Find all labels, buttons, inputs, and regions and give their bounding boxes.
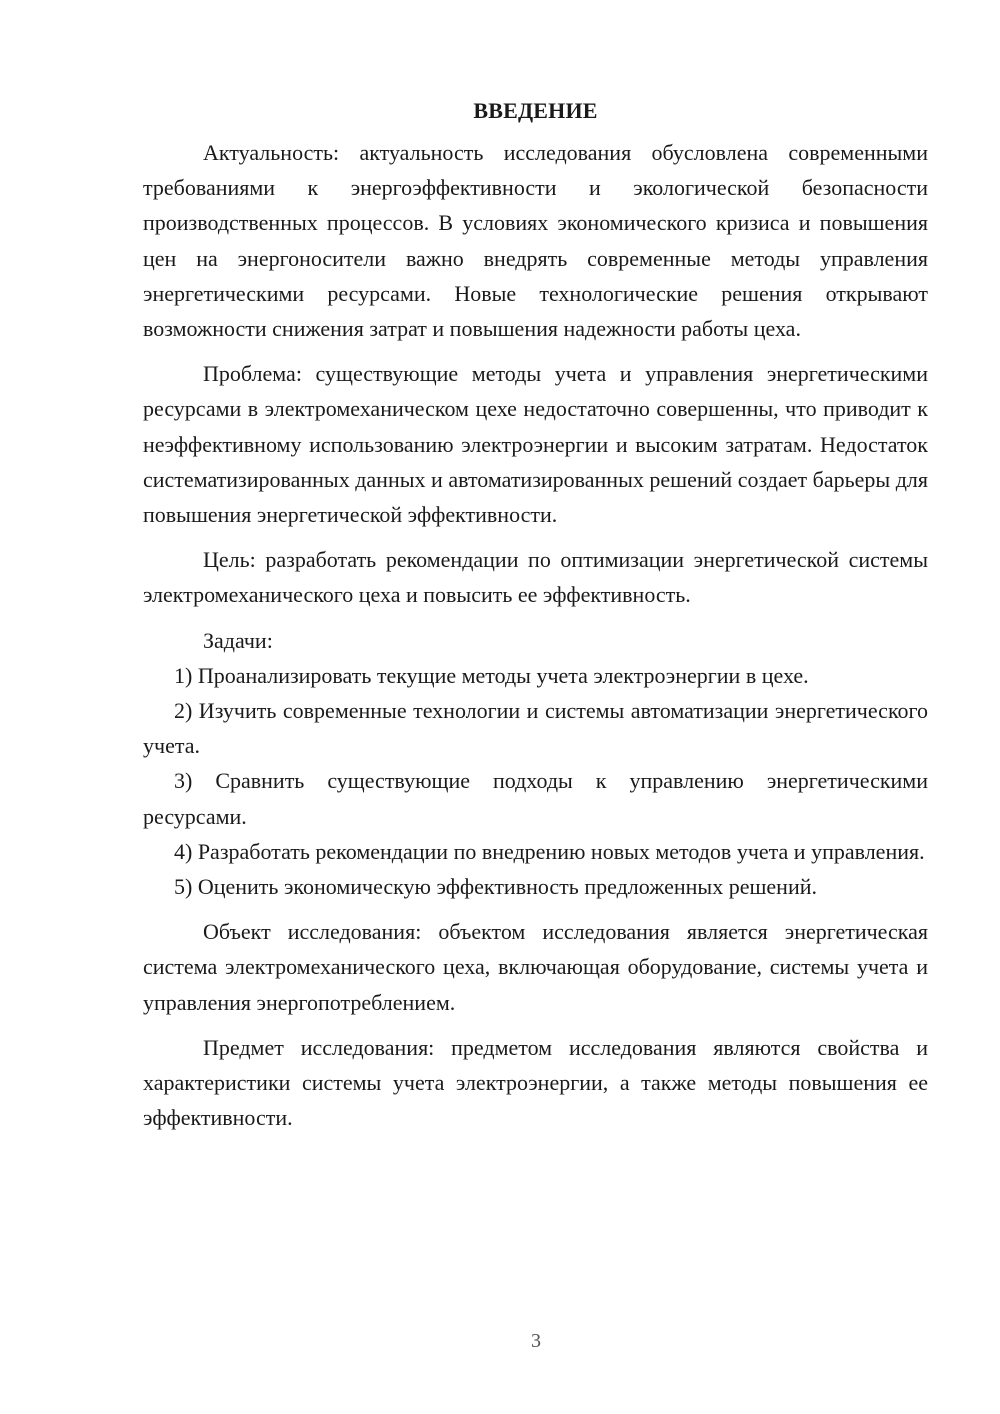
goal-paragraph: Цель: разработать рекомендации по оптимизации энергетической системы электромеханического цеха и повысить ее эффективность. <box>143 547 928 608</box>
task-item-3: 3) Сравнить существующие подходы к управлению энергетическими ресурсами. <box>143 768 928 829</box>
task-item-1: 1) Проанализировать текущие методы учета электроэнергии в цехе. <box>174 662 809 688</box>
object-paragraph: Объект исследования: объектом исследования является энергетическая система электромеханического цеха, включающая оборудование, системы учета и управления энергопотреблением. <box>143 919 928 1015</box>
tasks-label: Задачи: <box>203 627 273 653</box>
section-heading: ВВЕДЕНИЕ <box>473 98 598 123</box>
document-page <box>143 93 928 1135</box>
task-item-4: 4) Разработать рекомендации по внедрению новых методов учета и управления. <box>174 838 925 864</box>
relevance-paragraph: Актуальность: актуальность исследования обусловлена современными требованиями к энергоэффективности и экологической безопасности производственных процессов. В условиях экономического кризиса и повышения цен на энергоносители важно внедрять современные методы управления энергетическими ресурсами. Новые технологические решения открывают возможности снижения затрат и повышения надежности работы цеха. <box>143 140 928 342</box>
problem-paragraph: Проблема: существующие методы учета и управления энергетическими ресурсами в электромеханическом цехе недостаточно совершенны, что приводит к неэффективному использованию электроэнергии и высоким затратам. Недостаток систематизированных данных и автоматизированных решений создает барьеры для повышения энергетической эффективности. <box>143 361 928 528</box>
subject-paragraph: Предмет исследования: предметом исследования являются свойства и характеристики системы учета электроэнергии, а также методы повышения ее эффективности. <box>143 1034 928 1131</box>
task-item-2: 2) Изучить современные технологии и системы автоматизации энергетического учета. <box>143 698 928 759</box>
page-number: 3 <box>531 1330 541 1352</box>
task-item-5: 5) Оценить экономическую эффективность предложенных решений. <box>174 874 817 900</box>
